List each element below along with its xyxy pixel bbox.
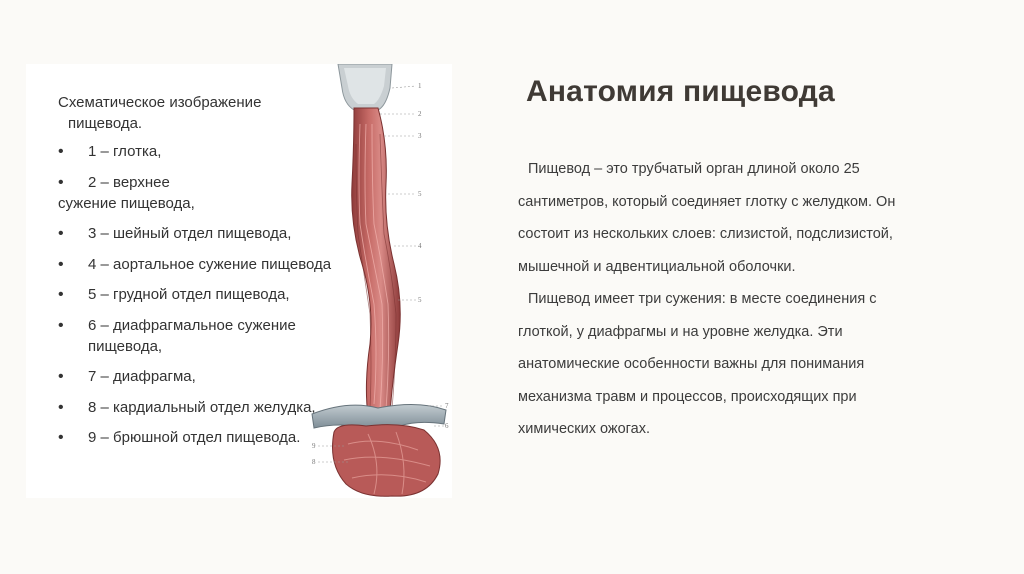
- body-paragraph: Пищевод имеет три сужения: в месте соединения с глоткой, у диафрагмы и на уровне желудка. Эти анатомические особенности важны для понимания механизма травм и процессов, происходящих при химических ожогах.: [518, 291, 877, 437]
- slide-title: Анатомия пищевода: [526, 75, 835, 108]
- illustration-number: 3: [418, 132, 422, 140]
- legend-item: [58, 315, 348, 357]
- legend-item: [58, 254, 348, 275]
- legend-item: [58, 427, 348, 448]
- legend-text-continuation: сужение пищевода,: [58, 194, 195, 212]
- illustration-number: 5: [418, 190, 422, 198]
- stomach-cardia-shape: [333, 425, 441, 497]
- illustration-number: 2: [418, 110, 422, 118]
- legend-item: [58, 397, 348, 418]
- legend-text: 5 – грудной отдел пищевода,: [88, 286, 290, 303]
- body-paragraph: Пищевод – это трубчатый орган длиной около 25 сантиметров, который соединяет глотку с желудком. Он состоит из нескольких слоев: слизистой, подслизистой, мышечной и адвентициальной оболочки.: [518, 161, 896, 275]
- legend-item: [58, 284, 348, 305]
- legend-text: 1 – глотка,: [88, 143, 162, 160]
- legend-text: 9 – брюшной отдел пищевода.: [88, 429, 301, 446]
- esophagus-illustration: [308, 64, 452, 498]
- legend-text: 3 – шейный отдел пищевода,: [88, 225, 292, 242]
- legend-text: 8 – кардиальный отдел желудка,: [88, 398, 316, 416]
- legend-list: [58, 141, 348, 448]
- legend-item: [58, 223, 348, 244]
- legend-text-continuation: пищевода,: [88, 337, 163, 355]
- legend-text: 4 – аортальное сужение пищевода: [88, 255, 332, 273]
- illustration-number: 6: [445, 422, 449, 430]
- figure-caption: [58, 92, 348, 458]
- illustration-number: 1: [418, 82, 422, 90]
- illustration-number: 5: [418, 296, 422, 304]
- body-text: [518, 153, 928, 446]
- legend-item: [58, 141, 348, 162]
- illustration-number: 7: [445, 402, 449, 410]
- caption-title-line: пищевода.: [68, 115, 143, 132]
- legend-item: [58, 366, 348, 387]
- illustration-number: 8: [312, 458, 316, 466]
- illustration-number: 4: [418, 242, 422, 250]
- legend-text: 2 – верхнее: [88, 173, 170, 191]
- illustration-number: 9: [312, 442, 316, 450]
- legend-text: 6 – диафрагмальное сужение: [88, 316, 296, 334]
- caption-title: [58, 92, 348, 134]
- legend-item: [58, 172, 348, 214]
- legend-text: 7 – диафрагма,: [88, 368, 196, 385]
- caption-title-line: Схематическое изображение: [58, 94, 262, 111]
- figure-panel: [26, 64, 452, 498]
